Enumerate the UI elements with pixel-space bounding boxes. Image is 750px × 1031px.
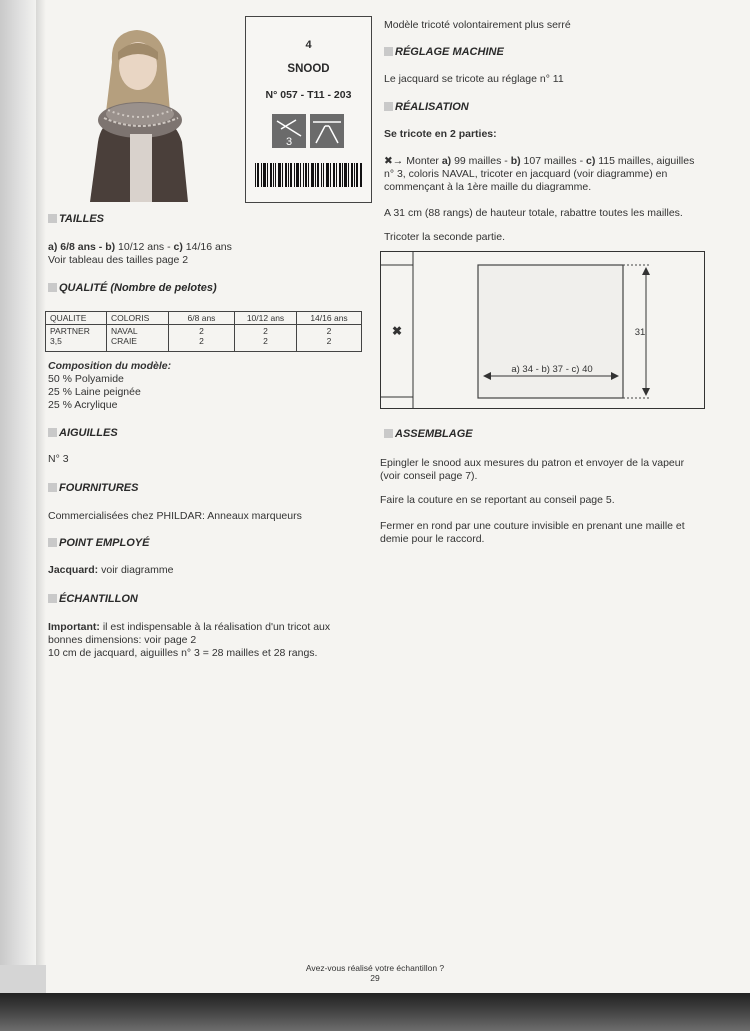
composition-heading: Composition du modèle: — [48, 360, 172, 372]
heading-echantillon: ÉCHANTILLON — [48, 593, 138, 605]
needles-text: N° 3 — [48, 453, 69, 465]
cast-on-line: commençant à la 1ère maille du diagramme. — [384, 181, 592, 193]
col-header-size-68: 6/8 ans — [169, 312, 235, 325]
cast-on-line: n° 3, coloris NAVAL, tricoter en jacquard (voir diagramme) en — [384, 168, 668, 180]
colors-cell: NAVAL CRAIE — [107, 325, 169, 352]
model-photo — [82, 22, 194, 202]
gauge-line: 10 cm de jacquard, aiguilles n° 3 = 28 mailles et 28 rangs. — [48, 647, 318, 659]
needle-size-icon — [272, 114, 306, 148]
bind-off-text: A 31 cm (88 rangs) de hauteur totale, rabattre toutes les mailles. — [384, 207, 683, 219]
pattern-id-card — [245, 16, 372, 203]
pattern-number: 4 — [305, 39, 312, 51]
machine-setting-text: Le jacquard se tricote au réglage n° 11 — [384, 73, 564, 85]
quality-table — [45, 311, 362, 352]
pattern-schematic — [380, 251, 705, 409]
heading-point: POINT EMPLOYÉ — [48, 537, 149, 549]
assembly-text: Fermer en rond par une couture invisible en prenant une maille et — [380, 520, 685, 532]
col-header-size-1012: 10/12 ans — [235, 312, 297, 325]
sizes-note: Voir tableau des tailles page 2 — [48, 254, 189, 266]
binding-shadow — [0, 0, 36, 990]
heading-aiguilles: AIGUILLES — [48, 427, 118, 439]
balls-68: 2 2 — [169, 325, 235, 352]
heading-assemblage: ASSEMBLAGE — [384, 428, 473, 440]
binding-bottom — [0, 965, 46, 995]
assembly-text: demie pour le raccord. — [380, 533, 485, 545]
balls-1416: 2 2 — [297, 325, 362, 352]
parts-subheading: Se tricote en 2 parties: — [384, 128, 497, 140]
quality-table-header — [46, 312, 362, 325]
table-row — [46, 325, 362, 352]
barcode — [255, 163, 362, 187]
cast-on-line: ✖→ Monter a) 99 mailles - b) 107 mailles - c) 115 mailles, aiguilles — [384, 155, 695, 167]
width-label: a) 34 - b) 37 - c) 40 — [511, 364, 593, 375]
composition-line: 25 % Laine peignée — [48, 386, 141, 398]
machine-knit-icon — [310, 114, 344, 148]
second-part-text: Tricoter la seconde partie. — [384, 231, 506, 243]
start-marker: ✖ — [391, 324, 403, 338]
assembly-text: Epingler le snood aux mesures du patron et envoyer de la vapeur — [380, 457, 685, 469]
heading-tailles: TAILLES — [48, 213, 104, 225]
gauge-line: bonnes dimensions: voir page 2 — [48, 634, 197, 646]
needle-size-label: 3 — [285, 136, 293, 148]
heading-reglage: RÉGLAGE MACHINE — [384, 46, 504, 58]
pattern-reference: N° 057 - T11 - 203 — [265, 89, 352, 101]
assembly-text: (voir conseil page 7). — [380, 470, 478, 482]
heading-qualite: QUALITÉ (Nombre de pelotes) — [48, 282, 217, 294]
pattern-name: SNOOD — [287, 63, 330, 75]
balls-1012: 2 2 — [235, 325, 297, 352]
scan-shadow — [0, 993, 750, 1031]
composition-line: 50 % Polyamide — [48, 373, 124, 385]
height-label: 31 — [634, 327, 646, 338]
gauge-important: Important: il est indispensable à la réalisation d'un tricot aux — [48, 621, 331, 633]
footer-question: Avez-vous réalisé votre échantillon ? — [305, 963, 445, 973]
col-header-size-1416: 14/16 ans — [297, 312, 362, 325]
supplies-text: Commercialisées chez PHILDAR: Anneaux marqueurs — [48, 510, 302, 522]
col-header-quality: QUALITE — [46, 312, 107, 325]
quality-name: PARTNER 3,5 — [46, 325, 107, 352]
binding-edge — [36, 0, 46, 990]
intro-text: Modèle tricoté volontairement plus serré — [384, 19, 571, 31]
page-number: 29 — [370, 973, 380, 983]
sizes-line: a) 6/8 ans - b) 10/12 ans - c) 14/16 ans — [48, 241, 232, 253]
heading-fournitures: FOURNITURES — [48, 482, 138, 494]
composition-line: 25 % Acrylique — [48, 399, 118, 411]
stitch-text: Jacquard: voir diagramme — [48, 564, 174, 576]
heading-realisation: RÉALISATION — [384, 101, 469, 113]
col-header-colors: COLORIS — [107, 312, 169, 325]
assembly-text: Faire la couture en se reportant au conseil page 5. — [380, 494, 615, 506]
